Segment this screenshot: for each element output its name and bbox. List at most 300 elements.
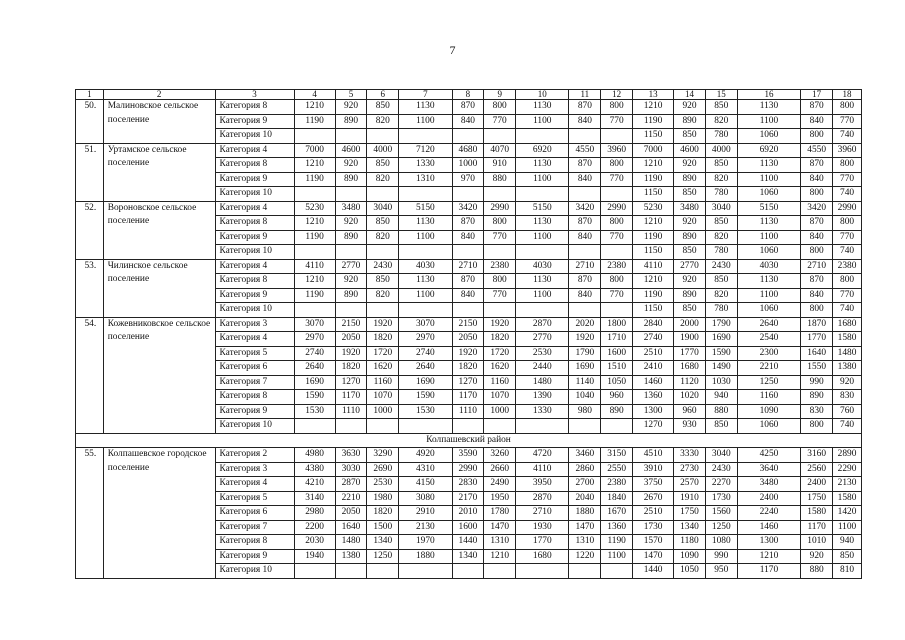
value-cell: 1470 [484,520,516,535]
value-cell: 840 [569,172,601,187]
value-cell: 740 [833,303,862,318]
value-cell [601,564,633,579]
value-cell: 1130 [516,100,569,115]
value-cell [569,129,601,144]
value-cell: 1570 [633,535,674,550]
value-cell: 3750 [633,477,674,492]
value-cell: 1090 [674,549,706,564]
value-cell: 1580 [801,506,833,521]
value-cell: 850 [367,100,399,115]
value-cell [294,245,335,260]
value-cell: 870 [569,216,601,231]
table-row [76,317,862,332]
value-cell: 3480 [674,201,706,216]
value-cell: 1100 [516,230,569,245]
category-cell: Категория 7 [215,375,294,390]
value-cell: 2990 [601,201,633,216]
value-cell: 2740 [633,332,674,347]
category-cell: Категория 8 [215,158,294,173]
value-cell: 740 [833,187,862,202]
value-cell [294,303,335,318]
value-cell: 4550 [569,143,601,158]
value-cell: 1130 [737,274,801,289]
value-cell: 850 [705,274,737,289]
value-cell: 2530 [367,477,399,492]
value-cell: 1060 [737,303,801,318]
value-cell: 1070 [484,390,516,405]
value-cell [569,245,601,260]
value-cell: 800 [601,274,633,289]
value-cell: 4600 [674,143,706,158]
value-cell: 770 [833,114,862,129]
page-number: 7 [449,43,456,57]
value-cell: 820 [705,230,737,245]
value-cell: 1010 [801,535,833,550]
value-cell: 1820 [335,361,367,376]
value-cell: 1210 [294,100,335,115]
value-cell: 950 [705,564,737,579]
value-cell: 1100 [737,114,801,129]
value-cell: 3640 [737,462,801,477]
value-cell: 880 [801,564,833,579]
value-cell [516,564,569,579]
value-cell [484,245,516,260]
value-cell: 2830 [452,477,484,492]
category-cell: Категория 2 [215,448,294,463]
value-cell: 2990 [833,201,862,216]
value-cell: 1190 [633,230,674,245]
value-cell: 2510 [633,346,674,361]
value-cell: 4380 [294,462,335,477]
value-cell: 780 [705,245,737,260]
value-cell: 880 [705,404,737,419]
value-cell: 1160 [737,390,801,405]
value-cell: 5150 [399,201,452,216]
value-cell [399,187,452,202]
value-cell: 2910 [399,506,452,521]
value-cell: 1380 [335,549,367,564]
value-cell [399,129,452,144]
value-cell: 1170 [452,390,484,405]
value-cell: 2990 [484,201,516,216]
value-cell: 5230 [633,201,674,216]
value-cell: 1920 [569,332,601,347]
value-cell: 850 [367,274,399,289]
category-cell: Категория 3 [215,462,294,477]
value-cell: 4600 [335,143,367,158]
value-cell [367,245,399,260]
column-header-4: 4 [294,90,335,100]
value-cell: 840 [801,172,833,187]
value-cell [335,564,367,579]
category-cell: Категория 7 [215,520,294,535]
value-cell: 2400 [801,477,833,492]
category-cell: Категория 4 [215,259,294,274]
value-cell: 770 [484,230,516,245]
value-cell: 1820 [452,361,484,376]
value-cell: 1130 [399,216,452,231]
value-cell: 1130 [737,216,801,231]
value-cell: 1770 [516,535,569,550]
value-cell: 1940 [294,549,335,564]
value-cell: 1210 [294,274,335,289]
value-cell: 890 [674,114,706,129]
value-cell: 780 [705,187,737,202]
value-cell: 800 [801,129,833,144]
value-cell: 2990 [452,462,484,477]
value-cell: 1170 [737,564,801,579]
value-cell: 980 [569,404,601,419]
table-row [76,100,862,115]
table-row [76,448,862,463]
value-cell: 870 [569,100,601,115]
value-cell: 3630 [335,448,367,463]
value-cell: 1820 [367,332,399,347]
value-cell [452,129,484,144]
value-cell [399,245,452,260]
category-cell: Категория 9 [215,114,294,129]
value-cell: 800 [801,419,833,434]
category-cell: Категория 10 [215,419,294,434]
value-cell: 2240 [737,506,801,521]
value-cell: 1210 [484,549,516,564]
value-cell [516,419,569,434]
column-header-2: 2 [103,90,215,100]
value-cell: 1100 [399,114,452,129]
value-cell: 800 [601,158,633,173]
value-cell: 920 [674,158,706,173]
value-cell: 840 [569,114,601,129]
value-cell: 1250 [737,375,801,390]
value-cell: 870 [801,274,833,289]
category-cell: Категория 8 [215,535,294,550]
value-cell [516,129,569,144]
column-header-3: 3 [215,90,294,100]
category-cell: Категория 9 [215,230,294,245]
value-cell: 1100 [833,520,862,535]
value-cell: 920 [833,375,862,390]
value-cell: 850 [674,187,706,202]
value-cell: 2430 [705,259,737,274]
value-cell: 1340 [367,535,399,550]
category-cell: Категория 3 [215,317,294,332]
value-cell: 1710 [601,332,633,347]
value-cell: 820 [367,114,399,129]
value-cell: 4030 [737,259,801,274]
value-cell: 2770 [335,259,367,274]
value-cell: 870 [801,100,833,115]
value-cell: 770 [601,230,633,245]
value-cell: 1470 [569,520,601,535]
value-cell: 1480 [516,375,569,390]
value-cell: 1160 [484,375,516,390]
value-cell: 1000 [484,404,516,419]
category-cell: Категория 9 [215,172,294,187]
value-cell: 850 [367,216,399,231]
value-cell: 2210 [737,361,801,376]
value-cell: 1100 [737,288,801,303]
value-cell [367,129,399,144]
value-cell [452,303,484,318]
value-cell: 1900 [674,332,706,347]
category-cell: Категория 10 [215,245,294,260]
value-cell [452,564,484,579]
value-cell: 2770 [516,332,569,347]
entity-name: Чилинское сельское поселение [103,259,215,317]
value-cell: 1730 [705,491,737,506]
value-cell: 850 [674,245,706,260]
value-cell: 1880 [399,549,452,564]
value-cell: 4000 [367,143,399,158]
value-cell: 800 [833,100,862,115]
value-cell: 1250 [367,549,399,564]
column-header-17: 17 [801,90,833,100]
value-cell: 2660 [484,462,516,477]
value-cell: 2170 [452,491,484,506]
value-cell: 2980 [294,506,335,521]
value-cell: 850 [674,129,706,144]
district-title: Колпашевский район [76,433,862,448]
value-cell: 1390 [516,390,569,405]
value-cell: 5230 [294,201,335,216]
value-cell: 1680 [833,317,862,332]
value-cell: 1000 [367,404,399,419]
value-cell: 1920 [484,317,516,332]
value-cell: 2380 [833,259,862,274]
value-cell [335,419,367,434]
value-cell [484,129,516,144]
value-cell: 810 [833,564,862,579]
value-cell: 2970 [399,332,452,347]
value-cell: 3950 [516,477,569,492]
value-cell: 3040 [705,201,737,216]
category-cell: Категория 9 [215,549,294,564]
value-cell: 890 [674,230,706,245]
value-cell: 1820 [484,332,516,347]
value-cell: 1130 [399,100,452,115]
value-cell: 2560 [801,462,833,477]
value-cell: 1210 [633,274,674,289]
value-cell: 800 [833,216,862,231]
value-cell: 2000 [674,317,706,332]
value-cell: 840 [452,230,484,245]
value-cell: 2710 [516,506,569,521]
value-cell: 1130 [516,158,569,173]
value-cell: 1340 [452,549,484,564]
value-cell: 770 [601,288,633,303]
value-cell: 3030 [335,462,367,477]
value-cell: 1590 [399,390,452,405]
value-cell: 800 [833,158,862,173]
value-cell: 1050 [674,564,706,579]
value-cell: 3040 [367,201,399,216]
value-cell: 770 [601,172,633,187]
value-cell: 920 [335,274,367,289]
value-cell: 2030 [294,535,335,550]
value-cell: 1100 [516,172,569,187]
value-cell: 1530 [399,404,452,419]
value-cell: 1930 [516,520,569,535]
value-cell: 740 [833,419,862,434]
value-cell: 1590 [705,346,737,361]
value-cell: 2380 [484,259,516,274]
value-cell: 800 [801,187,833,202]
value-cell: 2130 [833,477,862,492]
value-cell: 1190 [633,172,674,187]
value-cell: 1670 [601,506,633,521]
value-cell: 1340 [674,520,706,535]
value-cell: 1920 [452,346,484,361]
value-cell: 1000 [452,158,484,173]
value-cell: 3460 [569,448,601,463]
value-cell: 2430 [367,259,399,274]
value-cell: 1690 [569,361,601,376]
value-cell: 2860 [569,462,601,477]
value-cell: 1190 [294,172,335,187]
value-cell: 920 [335,216,367,231]
value-cell: 3480 [335,201,367,216]
value-cell: 1050 [601,375,633,390]
category-cell: Категория 8 [215,390,294,405]
value-cell: 6920 [737,143,801,158]
value-cell: 1680 [516,549,569,564]
value-cell: 2740 [399,346,452,361]
value-cell: 2380 [601,259,633,274]
value-cell: 3040 [705,448,737,463]
value-cell: 1460 [633,375,674,390]
category-cell: Категория 9 [215,288,294,303]
value-cell: 1980 [367,491,399,506]
value-cell: 7000 [294,143,335,158]
value-cell: 850 [674,303,706,318]
value-cell: 2730 [674,462,706,477]
value-cell: 1130 [737,158,801,173]
value-cell: 820 [367,172,399,187]
value-cell: 2290 [833,462,862,477]
column-header-8: 8 [452,90,484,100]
value-cell: 930 [674,419,706,434]
value-cell: 1020 [674,390,706,405]
entity-number: 53. [76,259,104,317]
value-cell: 2380 [601,477,633,492]
value-cell: 1470 [633,549,674,564]
value-cell: 840 [801,230,833,245]
value-cell: 1790 [705,317,737,332]
value-cell: 1210 [633,100,674,115]
value-cell: 1090 [737,404,801,419]
value-cell: 2740 [294,346,335,361]
value-cell: 1600 [601,346,633,361]
value-cell: 2710 [452,259,484,274]
header-row [76,90,862,100]
value-cell [601,129,633,144]
value-cell: 1920 [367,317,399,332]
column-header-13: 13 [633,90,674,100]
value-cell: 1210 [633,158,674,173]
value-cell [294,187,335,202]
value-cell: 1310 [569,535,601,550]
value-cell: 1680 [674,361,706,376]
category-cell: Категория 5 [215,491,294,506]
value-cell: 4030 [516,259,569,274]
table-row [76,201,862,216]
value-cell: 840 [569,230,601,245]
value-cell: 870 [569,274,601,289]
column-header-12: 12 [601,90,633,100]
value-cell [516,303,569,318]
value-cell: 1060 [737,245,801,260]
category-cell: Категория 4 [215,143,294,158]
value-cell [484,303,516,318]
value-cell: 920 [335,100,367,115]
value-cell: 2050 [452,332,484,347]
column-header-1: 1 [76,90,104,100]
value-cell: 800 [484,100,516,115]
value-cell: 2870 [516,317,569,332]
value-cell: 1270 [452,375,484,390]
value-cell: 2690 [367,462,399,477]
value-cell: 1150 [633,187,674,202]
value-cell: 2710 [569,259,601,274]
value-cell: 1100 [516,114,569,129]
value-cell: 890 [801,390,833,405]
value-cell: 5150 [737,201,801,216]
value-cell: 770 [833,172,862,187]
value-cell: 830 [801,404,833,419]
value-cell: 1870 [801,317,833,332]
value-cell: 4110 [294,259,335,274]
value-cell: 4920 [399,448,452,463]
column-header-5: 5 [335,90,367,100]
value-cell: 3590 [452,448,484,463]
value-cell: 920 [674,274,706,289]
value-cell: 940 [833,535,862,550]
value-cell: 990 [801,375,833,390]
value-cell: 1100 [737,172,801,187]
category-cell: Категория 10 [215,187,294,202]
column-header-11: 11 [569,90,601,100]
value-cell: 1440 [633,564,674,579]
value-cell: 1190 [633,114,674,129]
value-cell: 1690 [294,375,335,390]
value-cell [569,419,601,434]
table-body [76,100,862,579]
value-cell: 1180 [674,535,706,550]
value-cell: 1080 [705,535,737,550]
value-cell: 740 [833,245,862,260]
value-cell: 910 [484,158,516,173]
value-cell: 1460 [737,520,801,535]
value-cell: 1640 [335,520,367,535]
value-cell: 1140 [569,375,601,390]
value-cell: 1970 [399,535,452,550]
column-header-9: 9 [484,90,516,100]
value-cell: 1420 [833,506,862,521]
value-cell: 1190 [294,288,335,303]
value-cell: 1190 [633,288,674,303]
value-cell: 2870 [335,477,367,492]
value-cell: 1770 [674,346,706,361]
value-cell: 870 [452,274,484,289]
value-cell: 1750 [801,491,833,506]
value-cell: 3070 [399,317,452,332]
value-cell: 2270 [705,477,737,492]
value-cell: 770 [484,288,516,303]
value-cell: 1070 [367,390,399,405]
value-cell: 1210 [294,216,335,231]
category-cell: Категория 8 [215,274,294,289]
value-cell: 4550 [801,143,833,158]
